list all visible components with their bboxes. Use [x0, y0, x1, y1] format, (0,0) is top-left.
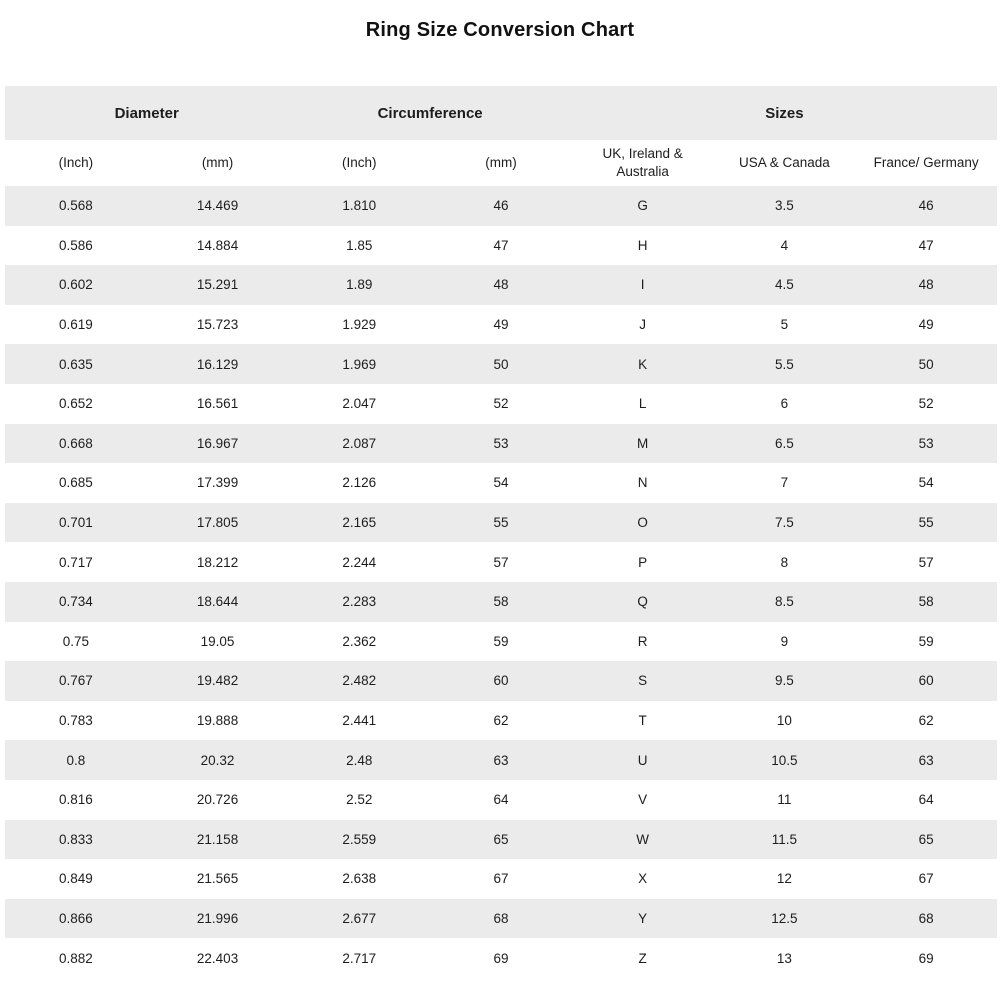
table-cell: V — [638, 792, 648, 808]
table-cell: 65 — [493, 831, 509, 847]
table-cell: X — [638, 871, 648, 887]
table-cell: 55 — [918, 515, 934, 531]
table-cell: 10 — [776, 713, 792, 729]
column-header-diameter-inch: (Inch) — [5, 140, 147, 186]
table-cell: 53 — [918, 435, 934, 451]
table-cell: 2.047 — [342, 396, 377, 412]
table-cell: 16.967 — [196, 435, 239, 451]
table-cell: 69 — [493, 950, 509, 966]
column-group-circumference: Circumference — [288, 86, 571, 140]
table-cell: 57 — [918, 554, 934, 570]
ring-size-conversion-table — [5, 86, 997, 978]
table-row — [5, 780, 997, 820]
table-cell: 0.783 — [58, 713, 93, 729]
table-row — [5, 463, 997, 503]
table-row — [5, 899, 997, 939]
table-cell: 20.32 — [200, 752, 235, 768]
table-cell: 16.129 — [196, 356, 239, 372]
table-cell: 68 — [918, 910, 934, 926]
table-cell: 4.5 — [774, 277, 794, 293]
table-row — [5, 820, 997, 860]
table-cell: 50 — [918, 356, 934, 372]
table-cell: 48 — [918, 277, 934, 293]
table-cell: 5 — [780, 317, 789, 333]
table-row — [5, 265, 997, 305]
table-cell: 9 — [780, 633, 789, 649]
table-cell: I — [640, 277, 645, 293]
table-cell: 2.559 — [342, 831, 377, 847]
table-cell: 65 — [918, 831, 934, 847]
table-cell: 2.482 — [342, 673, 377, 689]
table-cell: 2.52 — [346, 792, 373, 808]
table-cell: 68 — [493, 910, 509, 926]
table-cell: 2.638 — [342, 871, 377, 887]
table-cell: 47 — [918, 237, 934, 253]
table-cell: J — [639, 317, 647, 333]
table-cell: 17.399 — [196, 475, 239, 491]
table-row — [5, 305, 997, 345]
table-cell: 0.866 — [58, 910, 93, 926]
table-cell: 1.89 — [346, 277, 373, 293]
table-cell: Z — [638, 950, 647, 966]
table-cell: 13 — [776, 950, 792, 966]
table-cell: H — [637, 237, 648, 253]
table-cell: 58 — [493, 594, 509, 610]
table-cell: 2.087 — [342, 435, 377, 451]
table-body — [5, 186, 997, 978]
column-header-diameter-mm: (mm) — [147, 140, 289, 186]
table-cell: 63 — [918, 752, 934, 768]
table-cell: 52 — [493, 396, 509, 412]
table-cell: 55 — [493, 515, 509, 531]
table-cell: 8.5 — [774, 594, 794, 610]
table-cell: 0.652 — [58, 396, 93, 412]
table-cell: 0.602 — [58, 277, 93, 293]
table-cell: 63 — [493, 752, 509, 768]
table-row — [5, 344, 997, 384]
table-cell: 52 — [918, 396, 934, 412]
table-cell: Y — [638, 910, 648, 926]
table-cell: 17.805 — [196, 515, 239, 531]
table-cell: 46 — [918, 198, 934, 214]
column-group-diameter: Diameter — [5, 86, 288, 140]
table-cell: 10.5 — [771, 752, 798, 768]
column-header-uk-ireland-australia: UK, Ireland & Australia — [572, 140, 714, 186]
table-cell: 62 — [493, 713, 509, 729]
table-cell: L — [638, 396, 647, 412]
table-cell: P — [638, 554, 648, 570]
table-cell: 0.635 — [58, 356, 93, 372]
table-cell: R — [637, 633, 648, 649]
table-cell: 12.5 — [771, 910, 798, 926]
table-cell: 6.5 — [774, 435, 794, 451]
table-cell: 49 — [918, 317, 934, 333]
table-cell: 48 — [493, 277, 509, 293]
table-cell: T — [638, 713, 647, 729]
table-cell: 46 — [493, 198, 509, 214]
table-cell: K — [638, 356, 648, 372]
table-row — [5, 859, 997, 899]
table-cell: 9.5 — [774, 673, 794, 689]
table-cell: N — [637, 475, 648, 491]
table-cell: 60 — [918, 673, 934, 689]
column-group-sizes: Sizes — [572, 86, 997, 140]
page-title: Ring Size Conversion Chart — [365, 19, 635, 41]
table-row — [5, 384, 997, 424]
table-cell: 69 — [918, 950, 934, 966]
table-cell: 5.5 — [774, 356, 794, 372]
table-cell: 19.888 — [196, 713, 239, 729]
table-cell: U — [637, 752, 648, 768]
table-cell: 0.734 — [58, 594, 93, 610]
table-cell: 2.717 — [342, 950, 377, 966]
table-row — [5, 938, 997, 978]
column-header-row — [5, 140, 997, 186]
table-cell: 0.619 — [58, 317, 93, 333]
table-row — [5, 542, 997, 582]
table-cell: 64 — [918, 792, 934, 808]
table-cell: W — [636, 831, 650, 847]
table-cell: 11.5 — [771, 831, 797, 847]
table-row — [5, 424, 997, 464]
table-cell: 15.723 — [196, 317, 239, 333]
table-cell: 54 — [918, 475, 934, 491]
table-cell: 57 — [493, 554, 509, 570]
table-cell: 16.561 — [196, 396, 239, 412]
table-cell: 15.291 — [196, 277, 239, 293]
table-cell: 7 — [780, 475, 789, 491]
table-cell: 60 — [493, 673, 509, 689]
table-cell: S — [638, 673, 648, 689]
table-cell: 1.85 — [346, 237, 373, 253]
table-cell: 21.158 — [196, 831, 239, 847]
table-cell: 2.283 — [342, 594, 377, 610]
table-cell: 21.565 — [196, 871, 239, 887]
table-cell: 14.469 — [196, 198, 239, 214]
table-cell: 0.8 — [66, 752, 86, 768]
table-cell: 54 — [493, 475, 509, 491]
table-cell: G — [637, 198, 648, 214]
column-group-row — [5, 86, 997, 140]
table-cell: 0.75 — [62, 633, 89, 649]
table-cell: 20.726 — [196, 792, 239, 808]
table-cell: 67 — [493, 871, 509, 887]
table-cell: 6 — [780, 396, 789, 412]
table-cell: 14.884 — [196, 237, 239, 253]
table-cell: 2.677 — [342, 910, 377, 926]
table-cell: 50 — [493, 356, 509, 372]
table-cell: 0.685 — [58, 475, 93, 491]
table-cell: 22.403 — [196, 950, 239, 966]
table-row — [5, 186, 997, 226]
table-cell: 2.126 — [342, 475, 377, 491]
table-cell: 2.244 — [342, 554, 377, 570]
table-cell: 0.701 — [58, 515, 93, 531]
column-header-circumference-inch: (Inch) — [288, 140, 430, 186]
column-header-usa-canada: USA & Canada — [714, 140, 856, 186]
table-cell: 0.833 — [58, 831, 93, 847]
table-row — [5, 740, 997, 780]
table-cell: 3.5 — [774, 198, 794, 214]
table-cell: 0.816 — [58, 792, 93, 808]
table-cell: 49 — [493, 317, 509, 333]
table-cell: 19.482 — [196, 673, 239, 689]
table-cell: 0.586 — [58, 237, 93, 253]
table-row — [5, 226, 997, 266]
table-cell: 0.767 — [58, 673, 93, 689]
table-cell: 8 — [780, 554, 789, 570]
table-row — [5, 622, 997, 662]
table-cell: M — [637, 435, 649, 451]
table-row — [5, 701, 997, 741]
table-row — [5, 661, 997, 701]
table-cell: 2.165 — [342, 515, 377, 531]
table-cell: 47 — [493, 237, 509, 253]
table-cell: 2.362 — [342, 633, 377, 649]
column-header-france-germany: France/ Germany — [855, 140, 997, 186]
table-cell: 0.882 — [58, 950, 93, 966]
table-cell: 0.568 — [58, 198, 93, 214]
table-cell: 7.5 — [774, 515, 794, 531]
table-cell: 59 — [493, 633, 509, 649]
table-cell: 58 — [918, 594, 934, 610]
table-cell: 2.441 — [342, 713, 377, 729]
table-cell: 19.05 — [200, 633, 235, 649]
table-cell: O — [637, 515, 648, 531]
table-cell: 0.668 — [58, 435, 93, 451]
table-row — [5, 503, 997, 543]
table-cell: 18.644 — [196, 594, 239, 610]
table-cell: 62 — [918, 713, 934, 729]
table-cell: 21.996 — [196, 910, 239, 926]
table-cell: 1.929 — [342, 317, 377, 333]
table-cell: 1.969 — [342, 356, 377, 372]
table-cell: 11 — [777, 792, 792, 808]
column-header-circumference-mm: (mm) — [430, 140, 572, 186]
table-cell: 0.849 — [58, 871, 93, 887]
table-cell: 64 — [493, 792, 509, 808]
table-cell: 12 — [776, 871, 792, 887]
table-cell: 0.717 — [58, 554, 93, 570]
table-cell: 67 — [918, 871, 934, 887]
table-cell: 59 — [918, 633, 934, 649]
table-cell: 1.810 — [342, 198, 377, 214]
table-cell: 18.212 — [196, 554, 239, 570]
table-cell: 53 — [493, 435, 509, 451]
table-cell: Q — [637, 594, 648, 610]
table-row — [5, 582, 997, 622]
table-cell: 2.48 — [346, 752, 373, 768]
table-cell: 4 — [780, 237, 789, 253]
